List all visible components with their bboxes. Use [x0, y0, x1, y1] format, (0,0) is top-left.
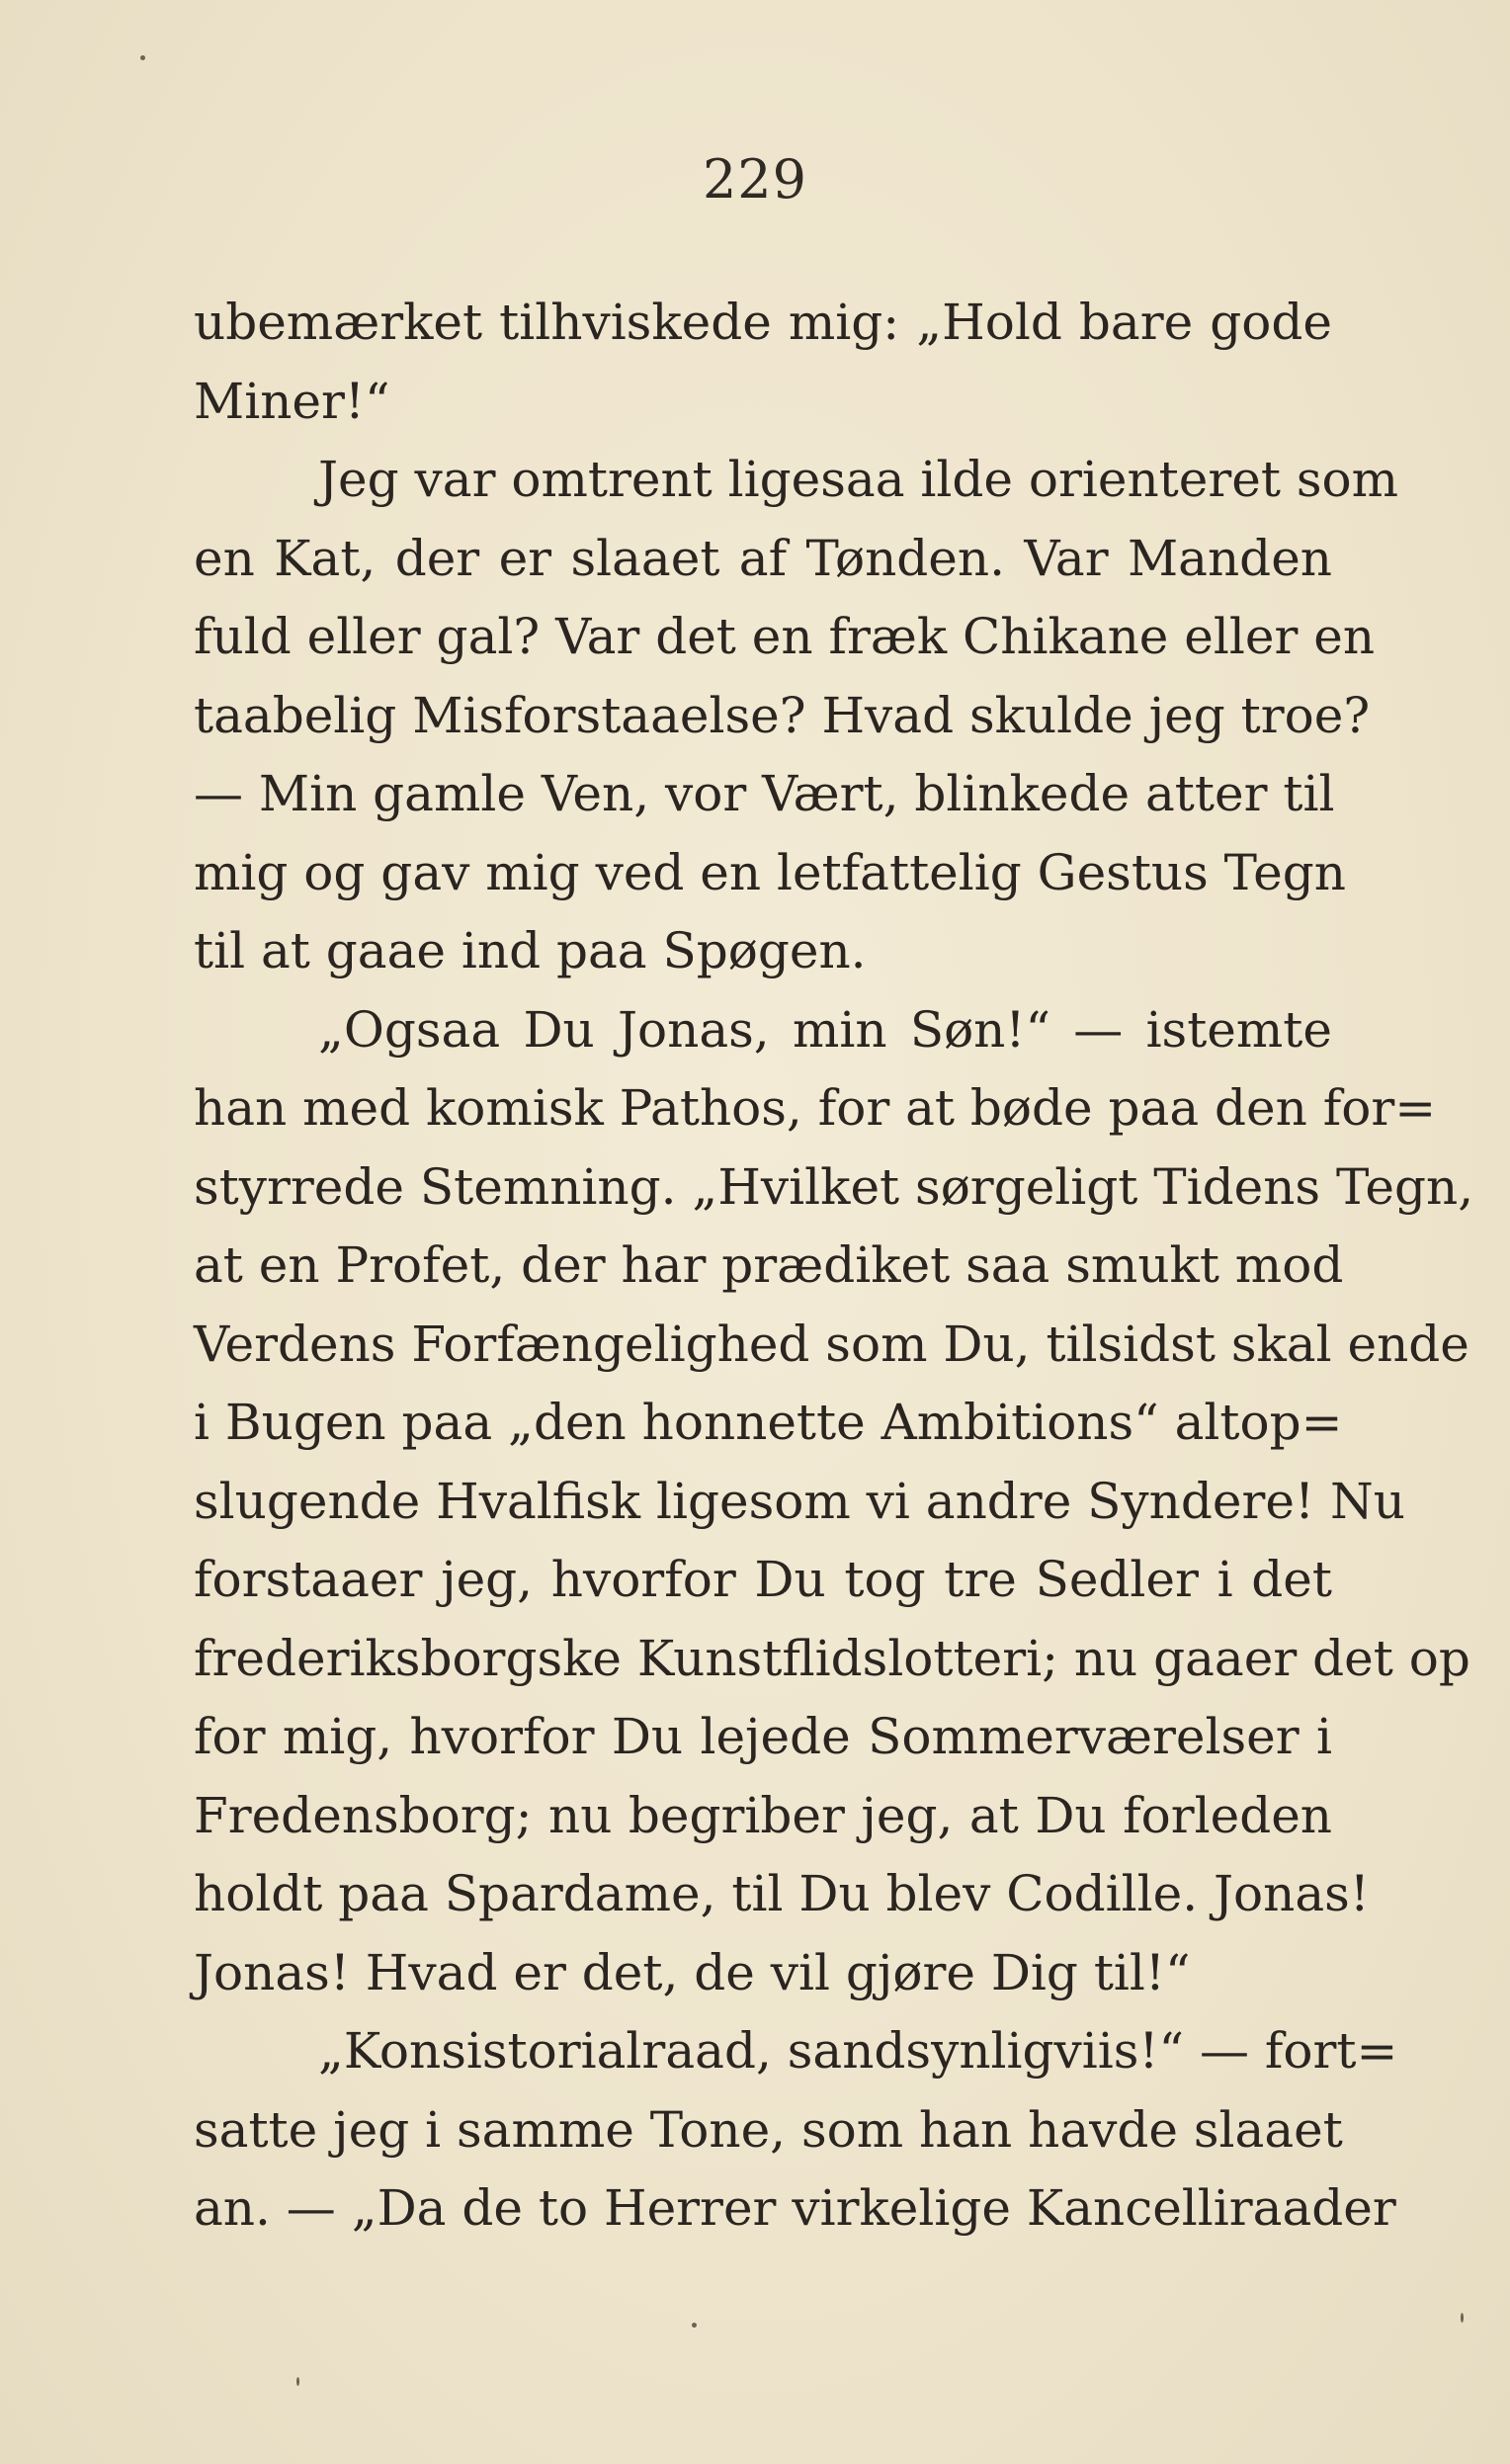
text-line: „Ogsaa Du Jonas, min Søn!“ — istemte — [318, 1000, 1332, 1059]
text-line: an. — „Da de to Herrer virkelige Kancelliraader — [194, 2179, 1396, 2237]
text-line: at en Profet, der har prædiket saa smukt mod — [194, 1236, 1344, 1294]
text-line: ubemærket tilhviskede mig: „Hold bare gode — [194, 294, 1332, 351]
text-line: — Min gamle Ven, vor Vært, blinkede atter til — [194, 765, 1335, 822]
text-line: taabelig Misforstaaelse? Hvad skulde jeg troe? — [194, 686, 1371, 744]
text-line: for mig, hvorfor Du lejede Sommerværelser i — [194, 1708, 1332, 1765]
body-text — [194, 284, 1474, 2249]
text-line: Verdens Forfængelighed som Du, tilsidst skal ende — [194, 1315, 1469, 1373]
text-line: frederiksborgske Kunstflidslotteri; nu gaaer det op — [194, 1629, 1470, 1687]
text-line: Fredensborg; nu begriber jeg, at Du forleden — [194, 1786, 1332, 1844]
text-line: Jeg var omtrent ligesaa ilde orienteret som — [318, 451, 1399, 508]
paper-speck — [140, 55, 145, 60]
text-line: holdt paa Spardame, til Du blev Codille. Jonas! — [194, 1865, 1370, 1922]
text-line: slugende Hvalfisk ligesom vi andre Syndere! Nu — [194, 1472, 1405, 1530]
text-line: en Kat, der er slaaet af Tønden. Var Manden — [194, 529, 1332, 587]
text-line: fuld eller gal? Var det en fræk Chikane eller en — [194, 608, 1376, 665]
text-line: til at gaae ind paa Spøgen. — [194, 922, 867, 979]
text-line: Jonas! Hvad er det, de vil gjøre Dig til!“ — [194, 1943, 1191, 2001]
paper-speck — [692, 2323, 697, 2328]
text-line: satte jeg i samme Tone, som han havde slaaet — [194, 2100, 1343, 2159]
text-line: mig og gav mig ved en letfattelig Gestus Tegn — [194, 843, 1346, 901]
text-line: han med komisk Pathos, for at bøde paa den for= — [194, 1079, 1437, 1137]
text-line: Miner!“ — [194, 372, 390, 430]
paper-speck — [1461, 2313, 1464, 2323]
text-line: styrrede Stemning. „Hvilket sørgeligt Tidens Tegn, — [194, 1157, 1474, 1216]
text-line: „Konsistorialraad, sandsynligviis!“ — fort= — [318, 2022, 1398, 2080]
page-number: 229 — [702, 148, 808, 211]
paper-speck — [296, 2377, 299, 2386]
text-line: i Bugen paa „den honnette Ambitions“ altop= — [194, 1394, 1343, 1451]
text-line: forstaaer jeg, hvorfor Du tog tre Sedler i det — [194, 1551, 1332, 1608]
